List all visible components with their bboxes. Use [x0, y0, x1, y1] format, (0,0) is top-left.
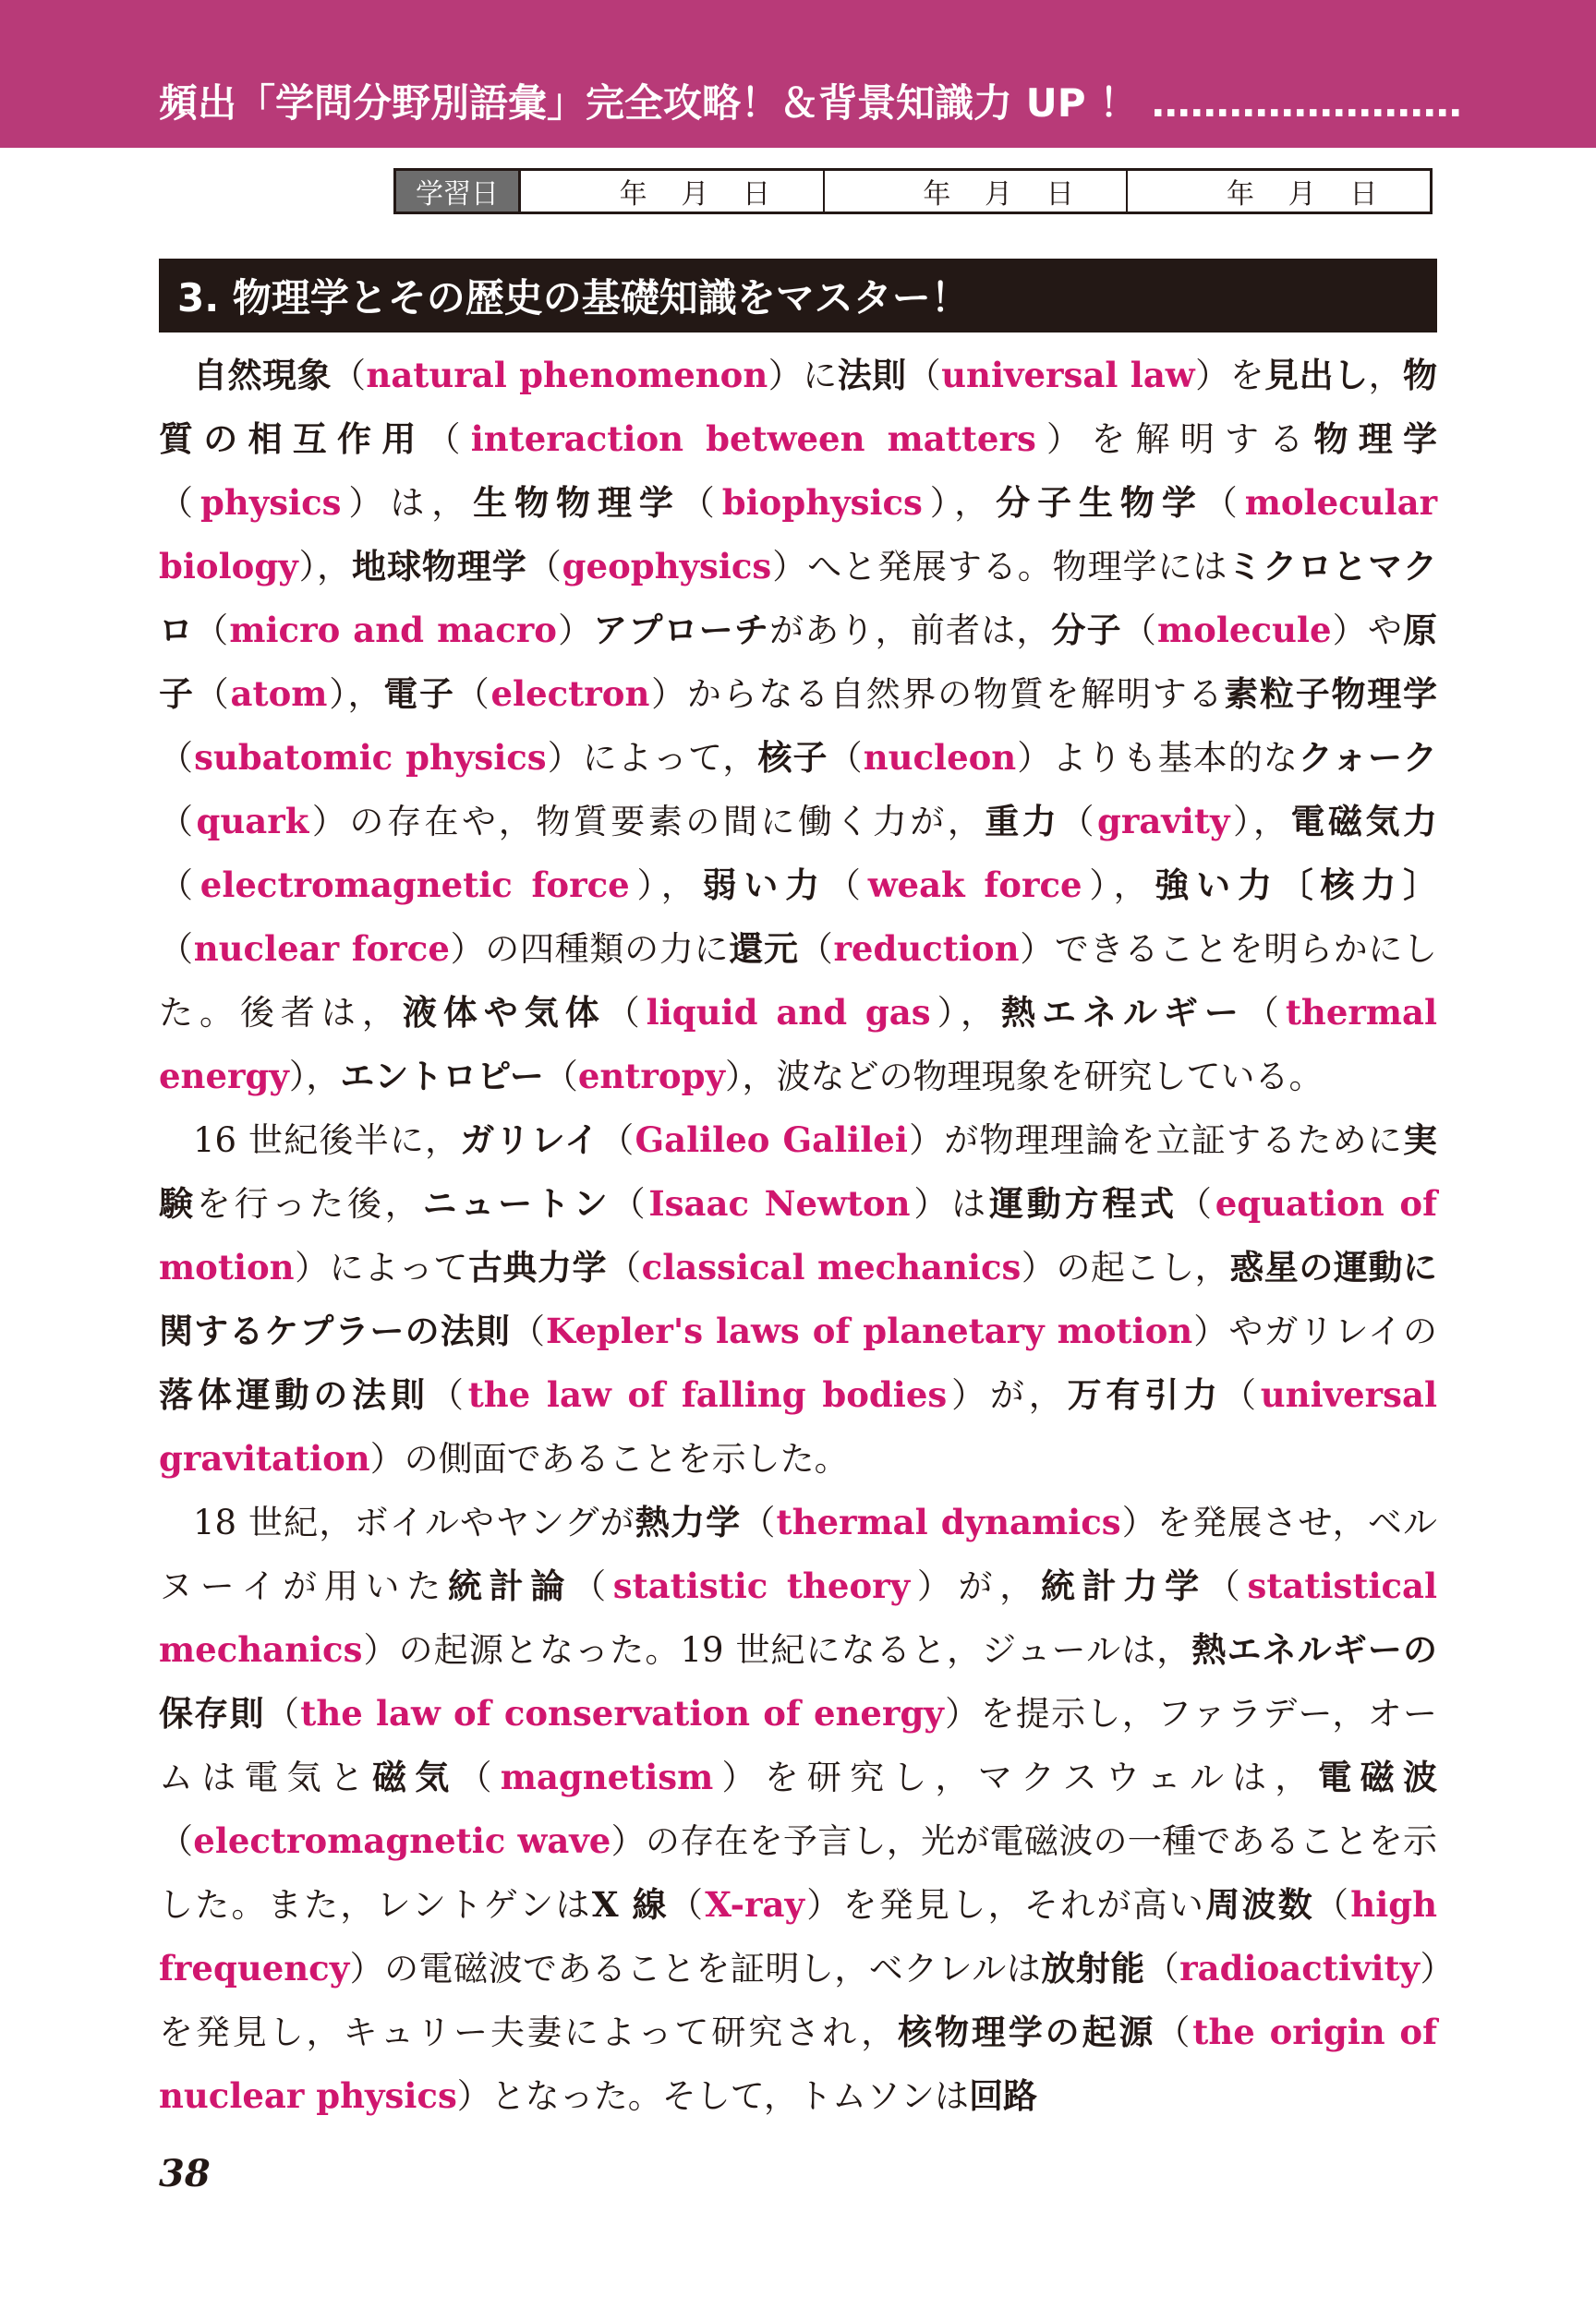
body-text-run: ）の起こし，: [1021, 1248, 1230, 1287]
key-term-english: entropy: [577, 1056, 725, 1096]
key-term-english: molecule: [1157, 610, 1332, 650]
body-paragraph: [159, 344, 1437, 1108]
key-term-japanese: 電磁気力: [1290, 801, 1438, 841]
study-date-label: 学習日: [396, 171, 521, 212]
year-label: 年: [1227, 178, 1254, 211]
body-text-run: （: [1221, 1375, 1261, 1415]
key-term-english: weak force: [867, 864, 1082, 905]
key-term-english: nucleon: [863, 737, 1017, 778]
body-text-run: ）: [556, 610, 594, 650]
body-text-run: （: [680, 483, 722, 523]
day-label: 日: [1046, 178, 1074, 211]
key-term-english: biophysics: [721, 482, 923, 523]
body-text-run: （: [331, 356, 367, 395]
body-text-run: （: [798, 929, 834, 969]
study-date-cell[interactable]: [521, 171, 825, 212]
key-term-japanese: 生物物理学: [473, 482, 681, 523]
body-text-run: ）やガリレイの: [1192, 1312, 1438, 1351]
key-term-english: high frequency: [159, 1884, 1438, 1989]
body-text-run: （: [1121, 610, 1158, 650]
key-term-english: Isaac Newton: [648, 1183, 911, 1224]
key-term-japanese: 原子: [159, 610, 1437, 714]
key-term-english: thermal dynamics: [776, 1502, 1121, 1542]
body-text-run: （: [510, 1312, 547, 1351]
body-text-run: ）を発見し，キュリー夫妻によって研究され，: [159, 1949, 1438, 2052]
key-term-japanese: 統計力学: [1040, 1566, 1206, 1606]
key-term-japanese: 分子生物学: [996, 482, 1203, 523]
body-text-run: ）が物理理論を立証するために: [907, 1120, 1404, 1160]
key-term-japanese: 運動方程式: [988, 1183, 1178, 1224]
key-term-english: universal gravitation: [159, 1374, 1438, 1479]
body-text-run: （: [828, 738, 864, 778]
body-text-run: （: [426, 419, 471, 459]
year-label: 年: [923, 178, 951, 211]
key-term-english: atom: [230, 673, 328, 714]
body-text-run: を行った後，: [196, 1184, 423, 1224]
key-term-english: the law of falling bodies: [467, 1374, 948, 1415]
body-text-run: ），: [1229, 802, 1291, 841]
body-text-run: があり，前者は，: [769, 610, 1052, 650]
body-text-run: ）に: [768, 356, 838, 395]
header-band: [0, 0, 1596, 148]
body-text-run: ），: [930, 993, 1002, 1033]
key-term-japanese: ミクロとマクロ: [159, 546, 1438, 650]
key-term-english: the origin of nuclear physics: [159, 2012, 1438, 2116]
key-term-japanese: 核物理学の起源: [898, 2012, 1156, 2052]
body-text-run: ）へと発展する。物理学には: [771, 547, 1228, 586]
key-term-japanese: 熱力学: [635, 1502, 742, 1542]
month-label: 月: [984, 178, 1012, 211]
body-text-run: （: [454, 674, 491, 714]
study-date-cell[interactable]: [1128, 171, 1430, 212]
body-text-run: ）を提示し，ファラデー，オームは電気と: [159, 1694, 1437, 1797]
body-text-run: （: [264, 1694, 301, 1734]
body-text-run: ）が，: [947, 1375, 1068, 1415]
body-text-run: （: [1244, 993, 1286, 1033]
body-text-run: （: [607, 1248, 642, 1287]
header-title: 頻出「学問分野別語彙」完全攻略！＆背景知識力 UP ！ ……………………: [159, 80, 1462, 126]
body-text-run: （: [159, 802, 197, 841]
body-paragraph: [159, 1108, 1437, 1491]
month-label: 月: [681, 178, 709, 211]
body-text-run: ）を研究し，マクスウェルは，: [713, 1758, 1318, 1797]
body-text-run: （: [543, 1057, 578, 1096]
key-term-japanese: 磁気: [372, 1757, 458, 1797]
body-text-run: （: [1205, 1566, 1248, 1606]
key-term-japanese: 周波数: [1205, 1884, 1315, 1925]
body-text-run: ）の電磁波であることを証明し，ベクレルは: [349, 1949, 1042, 1989]
key-term-english: subatomic physics: [194, 737, 547, 778]
body-text-run: ）は: [910, 1184, 989, 1224]
body-text-run: ）を解明する: [1035, 419, 1314, 459]
body-text-run: ）や: [1331, 610, 1403, 650]
key-term-english: electron: [490, 673, 650, 714]
section-title: 3. 物理学とその歴史の基礎知識をマスター！: [159, 259, 1437, 332]
body-text-run: （: [1177, 1184, 1215, 1224]
key-term-english: Galileo Galilei: [635, 1119, 908, 1160]
key-term-japanese: 回路: [969, 2075, 1038, 2116]
key-term-english: classical mechanics: [641, 1247, 1022, 1287]
key-term-japanese: 惑星の運動に関するケプラーの法則: [159, 1247, 1438, 1351]
page-number: 38: [159, 2152, 211, 2195]
key-term-english: X-ray: [705, 1884, 804, 1925]
body-text-run: （: [599, 1120, 635, 1160]
day-label: 日: [1349, 178, 1378, 211]
body-text-run: （: [159, 738, 195, 778]
key-term-english: geophysics: [562, 546, 772, 586]
key-term-japanese: 地球物理学: [352, 546, 527, 586]
key-term-japanese: 物質の相互作用: [159, 355, 1438, 459]
body-text: [159, 344, 1437, 2128]
body-text-run: （: [906, 356, 942, 395]
key-term-japanese: 落体運動の法則: [159, 1374, 429, 1415]
body-text-run: ）は，: [341, 483, 474, 523]
body-text-run: ）が，: [910, 1566, 1041, 1606]
key-term-english: statistical mechanics: [159, 1566, 1438, 1670]
body-text-run: ），: [1082, 865, 1155, 905]
key-term-english: magnetism: [500, 1757, 714, 1797]
body-text-run: ）となった。そして，トムソンは: [456, 2076, 970, 2116]
key-term-japanese: 還元: [729, 928, 799, 969]
body-text-run: （: [194, 674, 231, 714]
key-term-english: electromagnetic wave: [193, 1820, 611, 1861]
body-text-run: ）の側面であることを示した。: [369, 1439, 849, 1479]
body-text-run: （: [605, 993, 647, 1033]
month-label: 月: [1288, 178, 1316, 211]
body-text-run: （: [159, 929, 194, 969]
body-text-run: ）の四種類の力に: [449, 929, 730, 969]
body-text-run: ）を: [1194, 356, 1265, 395]
key-term-english: Kepler's laws of planetary motion: [546, 1311, 1193, 1351]
body-text-run: ）よりも基本的な: [1016, 738, 1299, 778]
key-term-japanese: 素粒子物理学: [1224, 673, 1438, 714]
key-term-japanese: アプローチ: [593, 610, 770, 650]
key-term-english: equation of motion: [159, 1183, 1438, 1287]
body-text-run: ），: [327, 674, 384, 714]
key-term-english: natural phenomenon: [366, 355, 768, 395]
key-term-english: nuclear force: [193, 928, 450, 969]
key-term-english: universal law: [941, 355, 1195, 395]
body-text-run: ），: [922, 483, 997, 523]
body-text-run: ）できることを明らかにした。後者は，: [159, 929, 1438, 1033]
body-text-run: （: [741, 1503, 777, 1542]
body-text-run: ，: [1368, 356, 1404, 395]
key-term-japanese: X 線: [591, 1884, 669, 1925]
key-term-japanese: 熱エネルギーの保存則: [159, 1629, 1437, 1734]
key-term-japanese: 熱エネルギー: [1001, 992, 1245, 1033]
study-date-table: [393, 168, 1433, 214]
key-term-english: thermal energy: [159, 992, 1438, 1096]
body-text-run: ）の存在や，物質要素の間に働く力が，: [308, 802, 985, 841]
key-term-english: statistic theory: [612, 1566, 911, 1606]
key-term-japanese: 電子: [383, 673, 455, 714]
day-label: 日: [742, 178, 770, 211]
study-date-cell[interactable]: [825, 171, 1129, 212]
body-text-run: （: [1314, 1885, 1351, 1925]
key-term-english: quark: [196, 801, 309, 841]
key-term-japanese: ガリレイ: [460, 1119, 600, 1160]
key-term-english: electromagnetic force: [200, 864, 630, 905]
body-text-run: ）を発展させ，ベルヌーイが用いた: [159, 1503, 1437, 1606]
body-text-run: （: [159, 483, 200, 523]
body-text-run: 16 世紀後半に，: [193, 1120, 461, 1160]
key-term-english: liquid and gas: [646, 992, 931, 1033]
key-term-japanese: 見出し: [1264, 355, 1369, 395]
body-text-run: ）によって，: [546, 738, 758, 778]
key-term-japanese: 重力: [985, 801, 1060, 841]
year-label: 年: [619, 178, 647, 211]
key-term-japanese: 万有引力: [1067, 1374, 1222, 1415]
key-term-japanese: 核子: [757, 737, 828, 778]
body-text-run: 18 世紀，ボイルやヤングが: [193, 1503, 635, 1542]
body-text-run: （: [1059, 802, 1097, 841]
body-text-run: （: [611, 1184, 649, 1224]
body-text-run: （: [159, 865, 200, 905]
key-term-japanese: 弱い力: [702, 864, 827, 905]
body-text-run: （: [1203, 483, 1245, 523]
body-text-run: （: [429, 1375, 468, 1415]
key-term-english: gravity: [1096, 801, 1230, 841]
body-text-run: ）からなる自然界の物質を解明する: [649, 674, 1225, 714]
body-text-run: ）の起源となった。19 世紀になると，ジュールは，: [362, 1630, 1192, 1670]
key-term-japanese: ニュートン: [422, 1183, 611, 1224]
body-text-run: （: [572, 1566, 613, 1606]
body-text-run: （: [1144, 1949, 1180, 1989]
key-term-english: radioactivity: [1179, 1948, 1421, 1989]
key-term-japanese: 電磁波: [1317, 1757, 1438, 1797]
body-text-run: （: [826, 865, 868, 905]
key-term-english: physics: [200, 482, 342, 523]
key-term-japanese: 古典力学: [467, 1247, 608, 1287]
key-term-japanese: 統計論: [447, 1566, 573, 1606]
key-term-japanese: 液体や気体: [402, 992, 606, 1033]
body-text-run: （: [194, 610, 230, 650]
key-term-japanese: 自然現象: [193, 355, 332, 395]
body-text-run: （: [457, 1758, 501, 1797]
key-term-japanese: 実験: [159, 1119, 1438, 1224]
body-text-run: （: [1155, 2013, 1193, 2052]
body-text-run: ），: [629, 865, 703, 905]
key-term-japanese: 放射能: [1041, 1948, 1145, 1989]
body-text-run: ）によって: [294, 1248, 468, 1287]
key-term-japanese: 強い力〔核力〕: [1155, 864, 1438, 905]
body-text-run: ）の存在を予言し，光が電磁波の一種であることを示した。また，レントゲンは: [159, 1821, 1438, 1925]
body-text-run: （: [668, 1885, 706, 1925]
body-text-run: ）を発見し，それが高い: [804, 1885, 1206, 1925]
key-term-english: micro and macro: [229, 610, 557, 650]
body-text-run: ），: [297, 547, 353, 586]
key-term-english: interaction between matters: [470, 418, 1036, 459]
key-term-japanese: 物理学: [1313, 418, 1438, 459]
key-term-japanese: エントロピー: [340, 1056, 544, 1096]
body-text-run: ），波などの物理現象を研究している。: [724, 1057, 1324, 1096]
key-term-english: reduction: [833, 928, 1020, 969]
key-term-japanese: クォーク: [1298, 737, 1438, 778]
body-text-run: ），: [288, 1057, 341, 1096]
key-term-japanese: 分子: [1051, 610, 1122, 650]
key-term-english: the law of conservation of energy: [300, 1693, 944, 1734]
key-term-japanese: 法則: [837, 355, 907, 395]
key-term-english: molecular biology: [159, 482, 1438, 586]
body-text-run: （: [159, 1821, 194, 1861]
body-paragraph: [159, 1491, 1437, 2128]
body-text-run: （: [526, 547, 562, 586]
